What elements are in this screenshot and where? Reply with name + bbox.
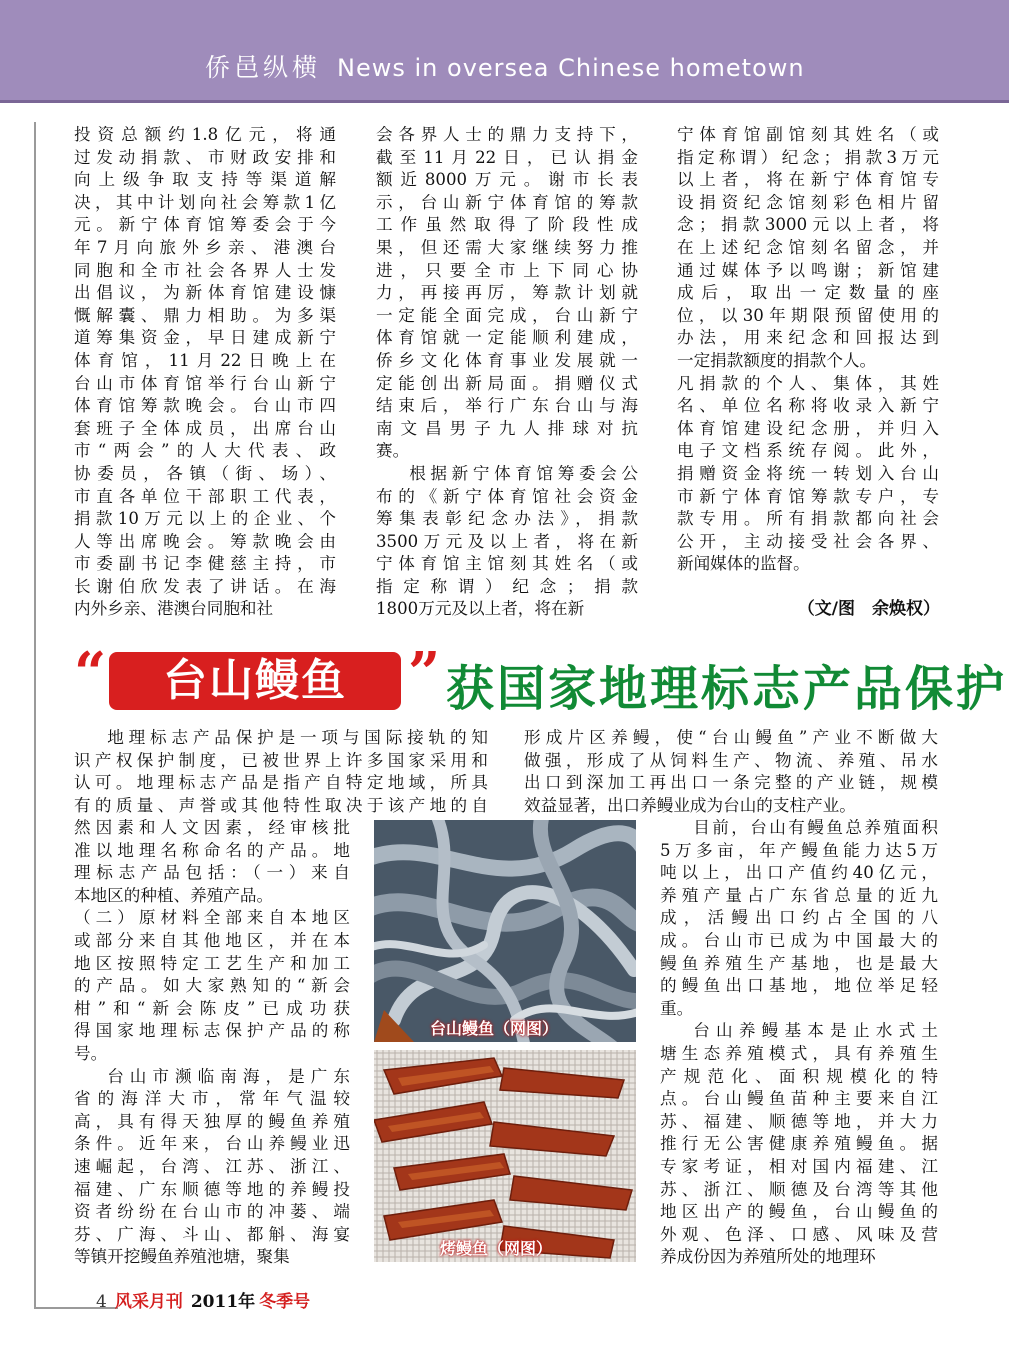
section-title-cn: 侨邑纵横 bbox=[205, 53, 322, 82]
text-line: 市“两会”的人大代表、政 bbox=[74, 441, 336, 461]
text-line: 识产权保护制度，已被世界上许多国家采用和 bbox=[74, 750, 488, 770]
text-line: 推行无公害健康养殖鳗鱼。据 bbox=[660, 1134, 938, 1154]
text-line: 准以地理名称命名的产品。地 bbox=[74, 840, 350, 860]
text-line: 苏、福建、顺德等地，并大力 bbox=[660, 1111, 938, 1131]
text-line: 等镇开挖鳗鱼养殖池塘，聚集 bbox=[74, 1247, 290, 1267]
text-line: 成。台山市已成为中国最大的 bbox=[660, 930, 938, 950]
headline-highlight-text: 台山鳗鱼 bbox=[163, 655, 347, 706]
text-line: 力，再接再厉，筹款计划就 bbox=[376, 283, 638, 303]
text-line: 或部分来自其他地区，并在本 bbox=[74, 930, 350, 950]
text-line: 同胞和全市社会各界人士发 bbox=[74, 260, 336, 280]
text-line: 然因素和人文因素，经审核批 bbox=[74, 818, 350, 837]
text-line: 地区按照特定工艺生产和加工 bbox=[74, 953, 350, 973]
text-line: 成，活鳗出口约占全国的八 bbox=[660, 908, 938, 928]
text-line: 效益显著，出口养鳗业成为台山的支柱产业。 bbox=[524, 795, 856, 815]
article2-right-column bbox=[660, 817, 938, 1269]
text-line: 元。新宁体育馆筹委会于今 bbox=[74, 215, 336, 235]
text-line: 筹集表彰纪念办法》，捐款 bbox=[376, 509, 638, 529]
text-line: 进，只要全市上下同心协 bbox=[376, 260, 638, 280]
text-line: 体育馆，11月22日晚上在 bbox=[74, 350, 336, 370]
text-line: 决，其中计划向社会筹款1亿 bbox=[74, 192, 336, 212]
headline-quote-open: “ bbox=[74, 640, 107, 706]
article1-byline: （文/图 余焕权） bbox=[797, 599, 940, 619]
decorative-vertical-rule bbox=[34, 122, 36, 1307]
text-line: 设捐资纪念馆刻彩色相片留 bbox=[677, 192, 939, 212]
headline-quote-close: ” bbox=[408, 640, 441, 706]
text-line: 长谢伯欣发表了讲话。在海 bbox=[74, 576, 336, 596]
text-line: 道筹集资金，早日建成新宁 bbox=[74, 328, 336, 348]
text-line: 得国家地理标志保护产品的称 bbox=[74, 1021, 350, 1041]
article2-left-column bbox=[74, 817, 350, 1269]
text-line: 南文昌男子九人排球对抗 bbox=[376, 418, 638, 438]
text-line: 一定能全面完成，台山新宁 bbox=[376, 305, 638, 325]
text-line: 苏、浙江、顺德及台湾等其他 bbox=[660, 1179, 938, 1199]
text-line: 出口到深加工再出口一条完整的产业链，规模 bbox=[524, 773, 938, 793]
text-line: 专家考证，相对国内福建、江 bbox=[660, 1156, 938, 1176]
text-line: （二）原材料全部来自本地区 bbox=[74, 908, 350, 928]
text-line: 会各界人士的鼎力支持下， bbox=[376, 125, 638, 144]
text-line: 定能创出新局面。捐赠仪式 bbox=[376, 373, 638, 393]
text-line: 地区出产的鳗鱼，台山鳗鱼的 bbox=[660, 1202, 938, 1222]
text-line: 投资总额约1.8亿元，将通 bbox=[74, 125, 336, 144]
text-line: 市直各单位干部职工代表， bbox=[74, 486, 336, 506]
text-line: 产规范化、面积规模化的特 bbox=[660, 1066, 938, 1086]
headline-highlight-box bbox=[109, 652, 401, 710]
text-line: 成后，取出一定数量的座 bbox=[677, 283, 939, 303]
text-line: 慨解囊、鼎力相助。为多渠 bbox=[74, 305, 336, 325]
text-line: 位，以30年期限预留使用的 bbox=[677, 305, 939, 325]
text-line: 工作虽然取得了阶段性成 bbox=[376, 215, 638, 235]
text-line: 以上者，将在新宁体育馆专 bbox=[677, 170, 939, 190]
text-line: 款专用。所有捐款都向社会 bbox=[677, 509, 939, 529]
text-line: 体育馆就一定能顺利建成， bbox=[376, 328, 638, 348]
text-line: 根据新宁体育馆筹委会公 bbox=[409, 463, 638, 483]
page-number: 4 bbox=[96, 1292, 107, 1312]
text-line: 形成片区养鳗，使“台山鳗鱼”产业不断做大 bbox=[524, 728, 938, 747]
text-line: 向上级争取支持等渠道解 bbox=[74, 170, 336, 190]
eel-photo bbox=[374, 820, 636, 1042]
text-line: 办法，用来纪念和回报达到 bbox=[677, 328, 939, 348]
text-line: 本地区的种植、养殖产品。 bbox=[74, 885, 274, 905]
text-line: 吨以上，出口产值约40亿元， bbox=[660, 863, 938, 883]
text-line: 出倡议，为新体育馆建设慷 bbox=[74, 283, 336, 303]
article1-column-2 bbox=[376, 124, 638, 621]
text-line: 地理标志产品保护是一项与国际接轨的知 bbox=[107, 728, 488, 747]
text-line: 条件。近年来，台山养鳗业迅 bbox=[74, 1134, 350, 1154]
text-line: 体育馆建设纪念册，并归入 bbox=[677, 418, 939, 438]
text-line: 重。 bbox=[660, 998, 694, 1018]
article2-intro bbox=[74, 727, 488, 817]
text-line: 人等出席晚会。筹款晚会由 bbox=[74, 531, 336, 551]
text-line: 指定称谓）纪念；捐款3万元 bbox=[677, 147, 939, 167]
issue-season: 冬季号 bbox=[259, 1292, 311, 1312]
text-line: 的产品。如大家熟知的“新会 bbox=[74, 976, 350, 996]
text-line: 宁体育馆主馆刻其姓名（或 bbox=[376, 554, 638, 574]
text-line: 过发动捐款、市财政安排和 bbox=[74, 147, 336, 167]
text-line: 赛。 bbox=[376, 441, 410, 461]
text-line: 福建、广东顺德等地的养鳗投 bbox=[74, 1179, 350, 1199]
issue-year: 2011年 bbox=[190, 1292, 256, 1312]
text-line: 公开，主动接受社会各界、 bbox=[677, 531, 939, 551]
text-line: 有的质量、声誉或其他特性取决于该产地的自 bbox=[74, 795, 488, 815]
section-title bbox=[205, 50, 805, 86]
roasted-eel-photo bbox=[374, 1050, 636, 1262]
headline-main-text: 获国家地理标志产品保护 bbox=[446, 661, 1008, 717]
text-line: 认可。地理标志产品是指产自特定地域，所具 bbox=[74, 773, 488, 793]
article2-right-top bbox=[524, 727, 938, 817]
section-title-en: News in oversea Chinese hometown bbox=[337, 54, 805, 82]
text-line: 台山市濒临南海，是广东 bbox=[107, 1066, 350, 1086]
text-line: 市新宁体育馆筹款专户，专 bbox=[677, 486, 939, 506]
text-line: 侨乡文化体育事业发展就一 bbox=[376, 350, 638, 370]
text-line: 3500万元及以上者，将在新 bbox=[376, 531, 638, 551]
text-line: 高，具有得天独厚的鳗鱼养殖 bbox=[74, 1111, 350, 1131]
text-line: 台山养鳗基本是止水式土 bbox=[693, 1021, 938, 1041]
article1-column-1 bbox=[74, 124, 336, 621]
text-line: 示，台山新宁体育馆的筹款 bbox=[376, 192, 638, 212]
text-line: 塘生态养殖模式，具有养殖生 bbox=[660, 1043, 938, 1063]
text-line: 布的《新宁体育馆社会资金 bbox=[376, 486, 638, 506]
text-line: 截至11月22日，已认捐金 bbox=[376, 147, 638, 167]
text-line: 年7月向旅外乡亲、港澳台 bbox=[74, 237, 336, 257]
text-line: 指定称谓）纪念；捐款 bbox=[376, 576, 638, 596]
text-line: 芬、广海、斗山、都斛、海宴 bbox=[74, 1224, 350, 1244]
page-footer bbox=[96, 1289, 310, 1315]
header-divider bbox=[0, 100, 1009, 103]
text-line: 在上述纪念馆刻名留念，并 bbox=[677, 237, 939, 257]
text-line: 台山市体育馆举行台山新宁 bbox=[74, 373, 336, 393]
text-line: 市委副书记李健慈主持，市 bbox=[74, 554, 336, 574]
text-line: 凡捐款的个人、集体，其姓 bbox=[677, 373, 939, 393]
text-line: 5万多亩，年产鳗鱼能力达5万 bbox=[660, 840, 938, 860]
text-line: 点。台山鳗鱼苗种主要来自江 bbox=[660, 1089, 938, 1109]
text-line: 目前，台山有鳗鱼总养殖面积 bbox=[693, 818, 938, 837]
text-line: 捐赠资金将统一转划入台山 bbox=[677, 463, 939, 483]
text-line: 柑”和“新会陈皮”已成功获 bbox=[74, 998, 350, 1018]
text-line: 的鳗鱼出口基地，地位举足轻 bbox=[660, 976, 938, 996]
roasted-eel-photo-image bbox=[374, 1050, 636, 1262]
text-line: 外观、色泽、口感、风味及营 bbox=[660, 1224, 938, 1244]
text-line: 内外乡亲、港澳台同胞和社 bbox=[74, 599, 274, 619]
text-line: 电子文档系统存阅。此外， bbox=[677, 441, 939, 461]
text-line: 省的海洋大市，常年气温较 bbox=[74, 1089, 350, 1109]
text-line: 养殖产量占广东省总量的近九 bbox=[660, 885, 938, 905]
text-line: 资者纷纷在台山市的冲蒌、端 bbox=[74, 1202, 350, 1222]
article1-column-3 bbox=[677, 124, 939, 576]
text-line: 协委员，各镇（街、场）、 bbox=[74, 463, 336, 483]
text-line: 捐款10万元以上的企业、个 bbox=[74, 509, 336, 529]
text-line: 速崛起，台湾、江苏、浙江、 bbox=[74, 1156, 350, 1176]
text-line: 养成份因为养殖所处的地理环 bbox=[660, 1247, 876, 1267]
text-line: 新闻媒体的监督。 bbox=[677, 554, 810, 574]
text-line: 宁体育馆副馆刻其姓名（或 bbox=[677, 125, 939, 144]
text-line: 果，但还需大家继续努力推 bbox=[376, 237, 638, 257]
text-line: 理标志产品包括：（一）来自 bbox=[74, 863, 350, 883]
text-line: 套班子全体成员，出席台山 bbox=[74, 418, 336, 438]
text-line: 念；捐款3000元以上者，将 bbox=[677, 215, 939, 235]
text-line: 做强，形成了从饲料生产、物流、养殖、吊水 bbox=[524, 750, 938, 770]
roasted-eel-photo-caption: 烤鳗鱼（网图） bbox=[440, 1239, 553, 1258]
text-line: 鳗鱼养殖生产基地，也是最大 bbox=[660, 953, 938, 973]
article2-headline bbox=[74, 640, 1008, 718]
text-line: 体育馆筹款晚会。台山市四 bbox=[74, 396, 336, 416]
text-line: 一定捐款额度的捐款个人。 bbox=[677, 350, 877, 370]
text-line: 号。 bbox=[74, 1043, 108, 1063]
eel-photo-caption: 台山鳗鱼（网图） bbox=[430, 1019, 559, 1038]
text-line: 名、单位名称将收录入新宁 bbox=[677, 396, 939, 416]
eel-photo-image bbox=[374, 820, 636, 1042]
text-line: 通过媒体予以鸣谢；新馆建 bbox=[677, 260, 939, 280]
text-line: 1800万元及以上者，将在新 bbox=[376, 599, 585, 619]
magazine-name: 风采月刊 bbox=[114, 1292, 183, 1312]
text-line: 结束后，举行广东台山与海 bbox=[376, 396, 638, 416]
text-line: 额近8000万元。谢市长表 bbox=[376, 170, 638, 190]
